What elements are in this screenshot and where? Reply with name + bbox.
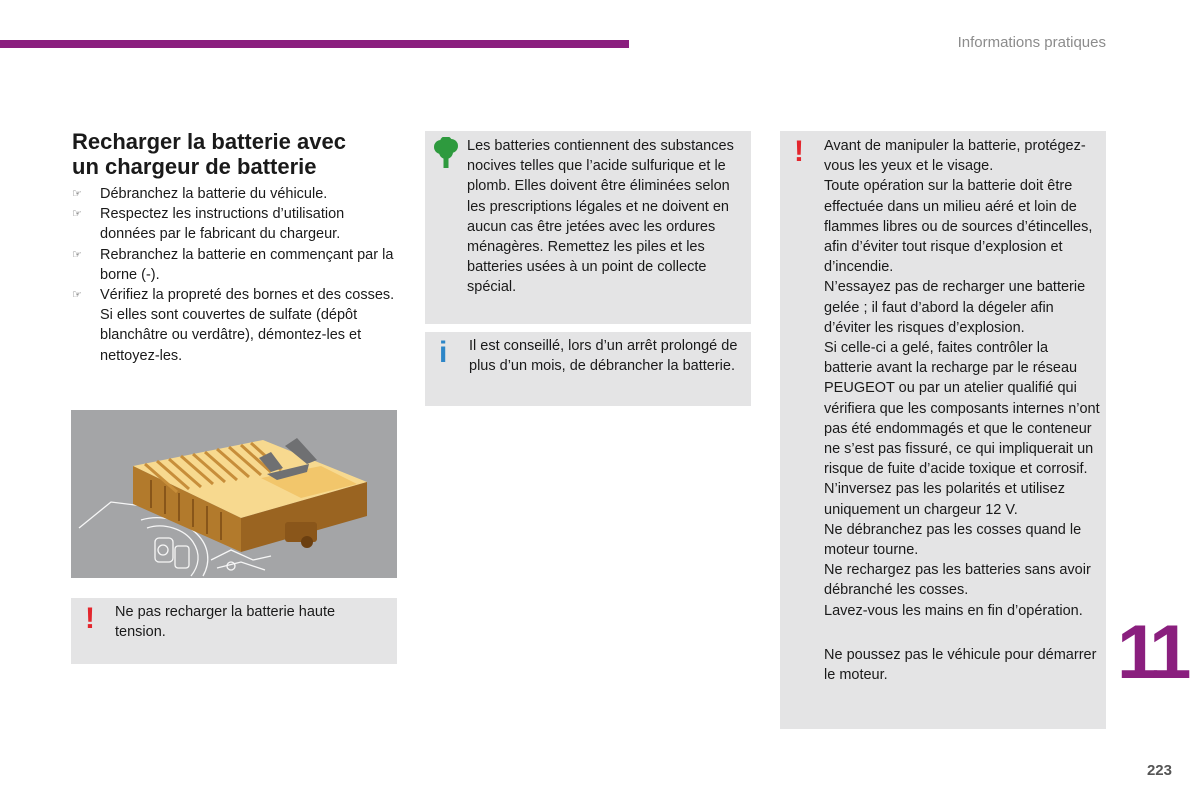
list-item: [72, 204, 402, 244]
step-text: Respectez les instructions d’utilisation données par le fabricant du chargeur.: [100, 206, 345, 243]
info-note-box: [425, 332, 751, 406]
battery-illustration: [71, 410, 397, 578]
pointing-hand-icon: ☞: [72, 208, 82, 221]
exclamation-icon: !: [85, 602, 95, 635]
header-accent-bar: [0, 40, 629, 48]
chapter-number: 11: [1117, 610, 1186, 695]
warning-paragraph: Si celle-ci a gelé, faites contrôler la batterie avant la recharge par le réseau PEUGEOT ou par un atelier qualifié qui vérifiera que les composants internes n’ont pas été endommagés et que le conteneur ne s’est pas fissuré, ce qui impliquerait un risque de fuite d’acide toxique et corrosif.: [824, 340, 1100, 478]
warning-paragraph: Ne rechargez pas les batteries sans avoir débranché les cosses.: [824, 562, 1091, 599]
list-item: [72, 184, 402, 204]
step-text: Vérifiez la propreté des bornes et des cosses. Si elles sont couvertes de sulfate (dépôt blanchâtre ou verdâtre), démontez-les et nettoyez-les.: [100, 287, 395, 364]
info-icon: i: [439, 336, 448, 369]
environment-note-text: Les batteries contiennent des substances nocives telles que l’acide sulfurique et le plomb. Elles doivent être éliminées selon les prescriptions légales et ne doivent en aucun cas être jetées avec les ordures ménagères. Remettez les piles et les batteries usées à un point de collecte spécial.: [467, 138, 734, 296]
warning-paragraph: Lavez-vous les mains en fin d’opération.: [824, 602, 1083, 619]
pointing-hand-icon: ☞: [72, 289, 82, 302]
high-voltage-warning-text: Ne pas recharger la batterie haute tension.: [115, 604, 336, 641]
title-line-2: un chargeur de batterie: [72, 154, 317, 179]
battery-drawing: [71, 410, 397, 578]
page-number: 223: [1146, 762, 1172, 779]
list-item: [72, 245, 402, 285]
list-item: [72, 285, 402, 366]
environment-note-box: [425, 131, 751, 324]
pointing-hand-icon: ☞: [72, 188, 82, 200]
warning-final-paragraph: Ne poussez pas le véhicule pour démarrer le moteur.: [824, 646, 1097, 684]
step-text: Débranchez la batterie du véhicule.: [100, 186, 328, 202]
warning-paragraph: N’inversez pas les polarités et utilisez uniquement un chargeur 12 V.: [824, 481, 1065, 518]
high-voltage-warning-box: [71, 598, 397, 664]
warning-paragraph: N’essayez pas de recharger une batterie gelée ; il faut d’abord la dégeler afin d’éviter les risques d’explosion.: [824, 279, 1086, 336]
info-note-text: Il est conseillé, lors d’un arrêt prolongé de plus d’un mois, de débrancher la batterie.: [469, 338, 738, 375]
exclamation-icon: !: [794, 135, 804, 168]
warning-paragraph: Toute opération sur la batterie doit être effectuée dans un milieu aéré et loin de flammes libres ou de sources d’étincelles, afin d’éviter tout risque d’explosion et d’incendie.: [824, 178, 1093, 276]
warning-paragraph: Ne débranchez pas les cosses quand le moteur tourne.: [824, 521, 1082, 559]
section-title: Informations pratiques: [957, 34, 1106, 51]
pointing-hand-icon: ☞: [72, 248, 82, 261]
title-line-1: Recharger la batterie avec: [72, 129, 346, 154]
step-list: [72, 184, 402, 366]
step-text: Rebranchez la batterie en commençant par la borne (-).: [100, 246, 394, 283]
warning-paragraph: Avant de manipuler la batterie, protégez-vous les yeux et le visage.: [824, 138, 1086, 175]
tree-icon: [432, 137, 460, 169]
safety-warning-box: [780, 131, 1106, 729]
safety-warning-text: [824, 136, 1100, 685]
page-title: [72, 129, 412, 179]
